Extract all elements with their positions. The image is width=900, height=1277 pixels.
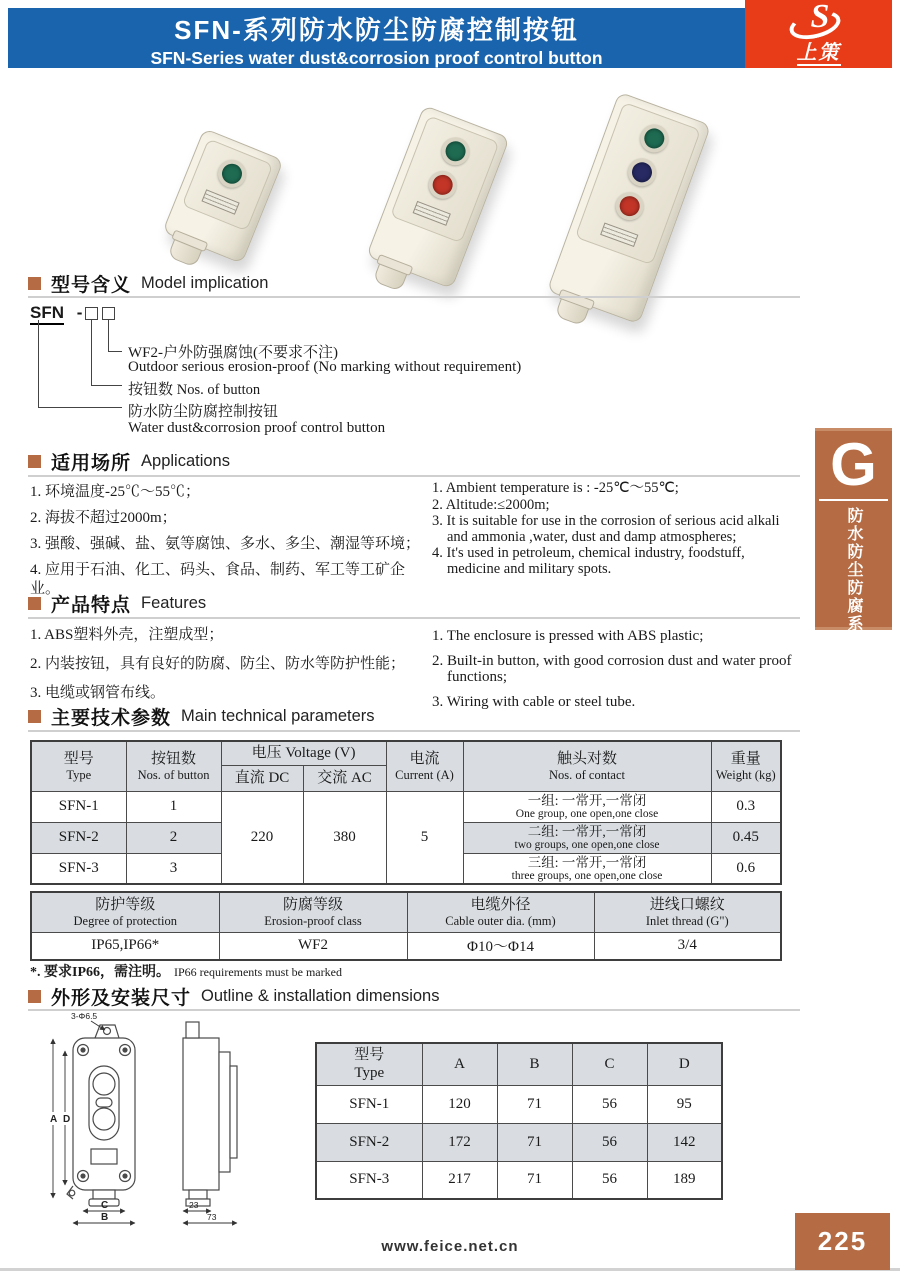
cell-b: 71: [497, 1085, 572, 1123]
table-row: [316, 1085, 722, 1123]
col-header-weight: [711, 741, 781, 791]
green-button-icon: [636, 121, 672, 157]
table-row: [31, 932, 781, 960]
col-header-current: [386, 741, 463, 791]
footnote: [30, 961, 342, 981]
col-header-dc: 直流 DC: [221, 765, 303, 791]
model-branch3-en: Water dust&corrosion proof control button: [128, 420, 386, 436]
list-item: 1. The enclosure is pressed with ABS plastic;: [432, 628, 704, 644]
list-item: 3. 电缆或钢管布线。: [30, 685, 166, 701]
model-branch2: [128, 378, 260, 399]
contact-cn: 一组: 一常开,一常闭: [527, 793, 647, 808]
logo-letter: S: [810, 0, 830, 35]
contact-cn: 三组: 一常开,一常闭: [527, 854, 647, 870]
section-bullet-icon: [28, 455, 41, 468]
table-row: [316, 1123, 722, 1161]
cell-buttons: 2: [126, 822, 221, 853]
navy-button-icon: [624, 154, 660, 190]
table-row: [31, 791, 781, 822]
col-header-cable: 电缆外径 Cable outer dia. (mm): [407, 892, 594, 932]
product-nameplate: [201, 189, 239, 215]
product-body: [162, 128, 284, 264]
page-title-cn: SFN-系列防水防尘防腐控制按钮: [174, 15, 579, 45]
list-item: 4. 应用于石油、化工、码头、食品、制药、军工等工矿企业。: [30, 562, 406, 597]
cell-erosion: WF2: [219, 932, 407, 960]
parameters-table: [30, 740, 782, 885]
dim-label-d: D: [63, 1114, 71, 1125]
list-item: 2. Built-in button, with good corrosion dust and water proof functions;: [432, 653, 792, 685]
header-en: Weight (kg): [715, 768, 776, 783]
section-bullet-icon: [28, 277, 41, 290]
brand-logo: [745, 0, 892, 68]
series-index-tab: [815, 428, 892, 651]
section-header-parameters: [28, 703, 375, 730]
cell-weight: 0.45: [711, 822, 781, 853]
product-nameplate: [413, 201, 451, 226]
cell-a: 217: [422, 1161, 497, 1199]
col-header-b: B: [497, 1043, 572, 1085]
cell-protection: IP65,IP66*: [31, 932, 219, 960]
contact-en: two groups, one open,one close: [514, 839, 660, 851]
page-title-en: SFN-Series water dust&corrosion proof control button: [150, 48, 603, 68]
model-placeholder-square-2: [102, 307, 115, 320]
protection-table: [30, 891, 782, 961]
list-item: 1. 环境温度-25℃～55℃；: [30, 484, 200, 500]
section-header-model: [28, 270, 269, 297]
model-branch1-en: Outdoor serious erosion-proof (No marking without requirement): [128, 359, 522, 375]
cell-contact: [463, 853, 711, 884]
section-header-applications: [28, 448, 230, 475]
section-bullet-icon: [28, 710, 41, 723]
section-divider: [28, 730, 800, 732]
header-en: Nos. of button: [137, 768, 210, 783]
list-item: 3. It is suitable for use in the corrosion of serious acid alkali and ammonia ,water, dust and damp atmospheres;: [432, 513, 780, 545]
col-header-contact: [463, 741, 711, 791]
cell-a: 120: [422, 1085, 497, 1123]
outline-drawing: [25, 1008, 325, 1230]
red-button-icon: [425, 167, 461, 203]
header-en: Type: [66, 768, 92, 783]
header-cn: 按钮数: [150, 751, 196, 768]
list-item: 1. Ambient temperature is : -25℃～55℃;: [432, 480, 679, 496]
product-face: [575, 102, 701, 266]
dimensions-table: [315, 1042, 723, 1200]
col-header-buttons: [126, 741, 221, 791]
cell-c: 56: [572, 1123, 647, 1161]
applications-list-en: [432, 481, 798, 578]
footer-page-number: 225: [795, 1213, 890, 1270]
list-item: 2. 海拔不超过2000m；: [30, 510, 177, 526]
model-branch2-en: Nos. of button: [176, 382, 261, 398]
logo-wordmark: 上策: [796, 42, 841, 64]
cell-b: 71: [497, 1123, 572, 1161]
product-face: [390, 115, 500, 243]
table-row: [316, 1161, 722, 1199]
section-title-en: Applications: [141, 452, 230, 470]
list-item: 1. ABS塑料外壳，注塑成型；: [30, 627, 224, 643]
product-photo-one-button: [162, 128, 284, 264]
cell-type: SFN-1: [31, 791, 126, 822]
section-header-dimensions: [28, 983, 439, 1010]
contact-en: three groups, one open,one close: [511, 869, 663, 882]
col-header-c: C: [572, 1043, 647, 1085]
header-cn: 触头对数: [556, 751, 617, 768]
header-cn: 型号: [63, 751, 94, 768]
cell-a: 172: [422, 1123, 497, 1161]
section-title-cn: 产品特点: [51, 595, 132, 616]
model-connector-line-3: [38, 320, 122, 408]
green-button-icon: [214, 156, 250, 192]
cell-contact: [463, 791, 711, 822]
contact-cn: 二组: 一常开,一常闭: [527, 824, 647, 839]
col-header-voltage: [221, 741, 386, 765]
cell-b: 71: [497, 1161, 572, 1199]
product-photo-two-button: [366, 105, 510, 289]
red-button-icon: [612, 188, 648, 224]
series-letter: G: [830, 431, 877, 498]
dim-label-73: 73: [207, 1212, 217, 1222]
section-bullet-icon: [28, 597, 41, 610]
col-header-d: D: [647, 1043, 722, 1085]
cell-d: 189: [647, 1161, 722, 1199]
conduit-entry: [373, 257, 410, 292]
footer-divider: [0, 1268, 900, 1271]
conduit-entry: [168, 233, 206, 268]
side-view: [183, 1022, 237, 1206]
features-list-cn: [30, 626, 425, 713]
list-item: 2. 内装按钮，具有良好的防腐、防尘、防水等防护性能；: [30, 656, 406, 672]
applications-list-cn: [30, 483, 425, 606]
col-header-a: A: [422, 1043, 497, 1085]
section-bullet-icon: [28, 990, 41, 1003]
cell-type: SFN-3: [31, 853, 126, 884]
model-code-prefix: SFN: [30, 303, 64, 325]
cell-contact: [463, 822, 711, 853]
section-divider: [28, 475, 800, 477]
header-en: Nos. of contact: [548, 768, 626, 783]
cell-type: SFN-2: [31, 822, 126, 853]
logo-s-swoosh-icon: [787, 2, 851, 42]
header-en: Current (A): [395, 768, 454, 783]
section-divider: [28, 296, 800, 298]
cell-buttons: 1: [126, 791, 221, 822]
col-header-type: [31, 741, 126, 791]
cell-ac: 380: [303, 791, 386, 884]
cell-buttons: 3: [126, 853, 221, 884]
section-title-en: Main technical parameters: [181, 707, 375, 725]
col-header-ac: 交流 AC: [303, 765, 386, 791]
section-title-en: Outline & installation dimensions: [201, 987, 440, 1005]
section-title-cn: 主要技术参数: [51, 708, 172, 729]
cell-type: SFN-2: [316, 1123, 422, 1161]
product-body: [547, 92, 712, 325]
col-header-type: 型号 Type: [316, 1043, 422, 1085]
cell-weight: 0.3: [711, 791, 781, 822]
cell-inlet: 3/4: [594, 932, 781, 960]
header-cn: 重量: [730, 751, 761, 768]
cell-type: SFN-3: [316, 1161, 422, 1199]
list-item: 3. 强酸、强碱、盐、氨等腐蚀、多水、多尘、潮湿等环境；: [30, 536, 421, 552]
section-title-cn: 外形及安装尺寸: [51, 988, 192, 1009]
cell-c: 56: [572, 1161, 647, 1199]
header-cn: 电流: [409, 751, 440, 768]
footnote-en: IP66 requirements must be marked: [174, 965, 342, 979]
series-name-vertical: 防水防尘防腐系列: [845, 507, 862, 651]
features-list-en: [432, 628, 798, 719]
dim-label-c: C: [101, 1200, 109, 1211]
product-nameplate: [600, 223, 638, 248]
cell-type: SFN-1: [316, 1085, 422, 1123]
list-item: 2. Altitude:≤2000m;: [432, 496, 550, 513]
col-header-inlet: 进线口螺纹 Inlet thread (G"): [594, 892, 781, 932]
product-photo-three-button: [547, 92, 712, 325]
product-face: [181, 138, 273, 231]
tab-divider: [819, 499, 888, 501]
cell-current: 5: [386, 791, 463, 884]
dim-label-b: B: [101, 1212, 109, 1223]
header-cn: 电压 Voltage (V): [251, 745, 356, 762]
dim-label-a: A: [50, 1114, 58, 1125]
model-code-dash: -: [76, 303, 83, 322]
section-title-cn: 型号含义: [51, 275, 132, 296]
model-branch3-cn: 防水防尘防腐控制按钮: [128, 404, 279, 420]
section-title-en: Features: [141, 594, 207, 612]
product-body: [366, 105, 510, 289]
footnote-cn: *. 要求IP66，需注明。: [30, 965, 170, 980]
section-title-cn: 适用场所: [51, 453, 132, 474]
cell-d: 142: [647, 1123, 722, 1161]
cell-d: 95: [647, 1085, 722, 1123]
section-title-en: Model implication: [141, 274, 269, 292]
cell-weight: 0.6: [711, 853, 781, 884]
cell-dc: 220: [221, 791, 303, 884]
model-placeholder-square-1: [85, 307, 98, 320]
front-view: [67, 1025, 135, 1206]
model-branch2-cn: 按钮数: [128, 382, 174, 398]
dim-label-hole: 3-Φ6.5: [71, 1011, 98, 1021]
section-divider: [28, 617, 800, 619]
col-header-erosion: 防腐等级 Erosion-proof class: [219, 892, 407, 932]
footer-website: www.feice.net.cn: [381, 1238, 519, 1255]
model-branch1-cn: WF2-户外防强腐蚀(不要求不注): [128, 345, 338, 361]
green-button-icon: [437, 133, 473, 169]
section-header-features: [28, 590, 206, 617]
list-item: 4. It's used in petroleum, chemical industry, foodstuff, medicine and military spots.: [432, 545, 745, 577]
dim-label-23: 23: [189, 1200, 199, 1210]
cell-c: 56: [572, 1085, 647, 1123]
header-bar: [8, 8, 745, 68]
cell-cable: Φ10～Φ14: [407, 932, 594, 960]
col-header-protection: 防护等级 Degree of protection: [31, 892, 219, 932]
contact-en: One group, one open,one close: [515, 808, 659, 820]
list-item: 3. Wiring with cable or steel tube.: [432, 694, 636, 710]
